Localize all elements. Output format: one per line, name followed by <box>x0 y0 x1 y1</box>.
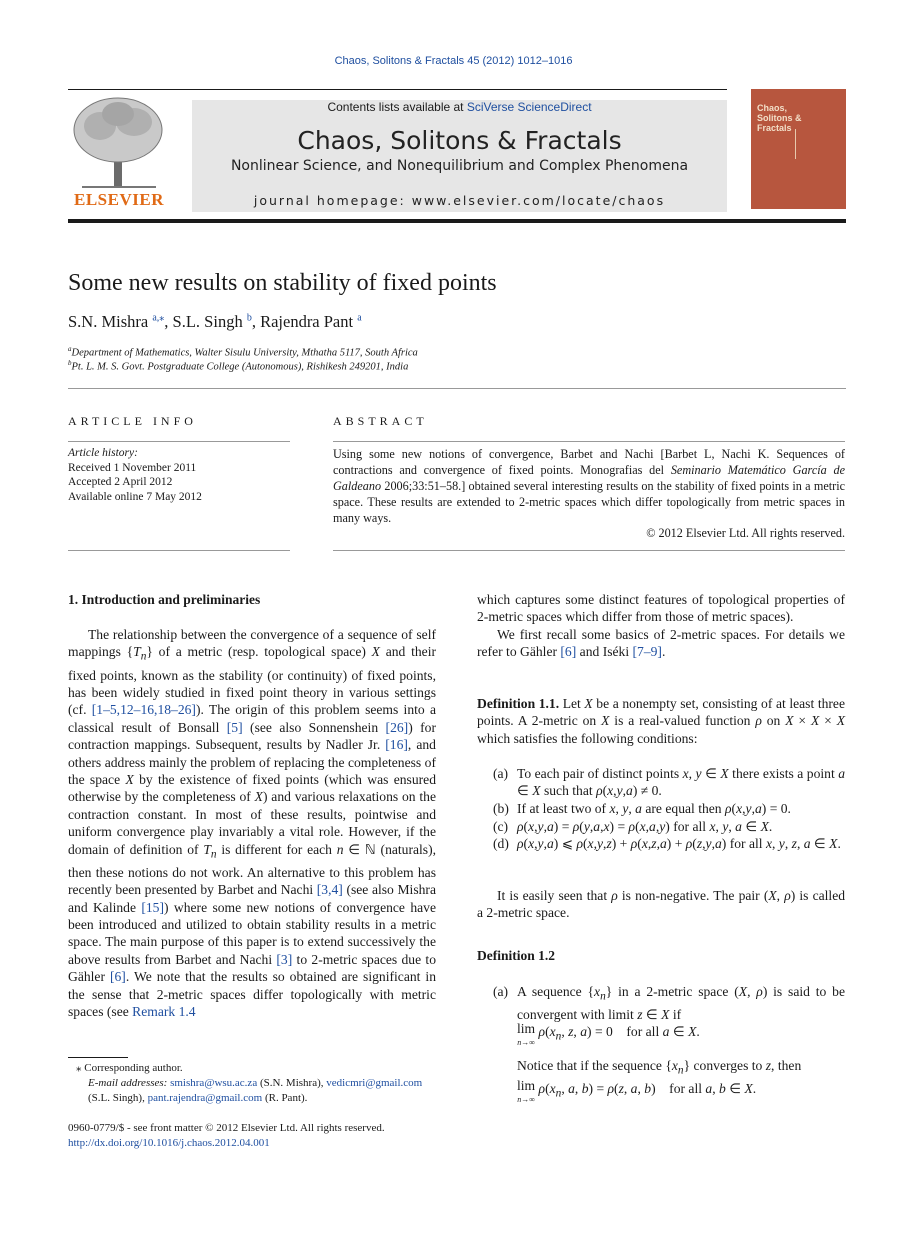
journal-cover-image <box>751 89 846 209</box>
journal-subtitle: Nonlinear Science, and Nonequilibrium and Complex Phenomena <box>230 158 689 174</box>
issn-line: 0960-0779/$ - see front matter © 2012 Elsevier Ltd. All rights reserved. <box>68 1122 385 1134</box>
cover-title: Chaos, Solitons & Fractals <box>757 103 802 133</box>
author-list: S.N. Mishra $^{a,⁎}$, S.L. Singh $^b$, Rajendra Pant $^a$ <box>68 312 362 331</box>
list-item: (c) ρ(x,y,a) = ρ(y,a,x) = ρ(x,a,y) for all x, y, a ∈ X. <box>493 819 773 834</box>
footnote-rule <box>68 1057 128 1058</box>
history-label: Article history: <box>68 447 138 459</box>
affiliation-mark: b <box>68 359 72 367</box>
article-history <box>68 446 202 504</box>
doi-link[interactable]: http://dx.doi.org/10.1016/j.chaos.2012.04.001 <box>68 1137 270 1149</box>
email-owner: (R. Pant). <box>262 1092 308 1104</box>
author-name: Rajendra Pant <box>260 312 354 331</box>
equation: lim n→∞ $\rho(x_n$, z, a) = 0 for all a ∈ X. <box>517 1021 700 1047</box>
list-item: (a) A sequence $\{x_n\}$ in a 2-metric space (X, ρ) is said to be convergent with limit z ∈ X if <box>493 984 845 1023</box>
copyright: © 2012 Elsevier Ltd. All rights reserved. <box>646 526 845 540</box>
list-item: (d) ρ(x,y,a) ⩽ ρ(x,y,z) + ρ(x,z,a) + ρ(z,y,a) for all x, y, z, a ∈ X. <box>493 836 841 851</box>
definition-1-2-heading: Definition 1.2 <box>477 948 556 963</box>
author-affil-mark[interactable]: a <box>357 312 362 324</box>
divider <box>333 550 845 551</box>
contents-line <box>192 100 727 114</box>
definition-1-2-body <box>493 983 845 1108</box>
email-link[interactable]: pant.rajendra@gmail.com <box>147 1092 263 1104</box>
email-link[interactable]: smishra@wsu.ac.za <box>170 1077 258 1089</box>
author-name: S.N. Mishra <box>68 312 149 331</box>
author-affil-mark[interactable]: b <box>246 312 252 324</box>
affiliation-b <box>68 359 408 373</box>
abstract-italic: Seminario Matemático García de Galdeano <box>333 463 846 493</box>
article-title: Some new results on stability of fixed points <box>68 270 497 296</box>
affiliation-a <box>68 345 418 359</box>
publisher-wordmark: ELSEVIER <box>74 190 164 209</box>
divider <box>68 388 846 389</box>
contents-prefix: Contents lists available at <box>327 100 467 114</box>
list-item: Notice that if the sequence $\{x_n\}$ converges to z, then <box>517 1058 802 1077</box>
section-heading: 1. Introduction and preliminaries <box>68 592 261 607</box>
header-bottom-rule <box>68 219 846 223</box>
tree-icon <box>68 92 170 192</box>
sciencedirect-link[interactable]: SciVerse ScienceDirect <box>466 100 592 114</box>
divider <box>68 441 290 442</box>
definition-label: Definition 1.1. <box>477 696 560 711</box>
corresponding-author-note: ⁎ Corresponding author. <box>76 1062 183 1074</box>
email-link[interactable]: vedicmri@gmail.com <box>326 1077 423 1089</box>
list-item: (b) If at least two of x, y, a are equal then ρ(x,y,a) = 0. <box>493 801 791 816</box>
journal-title: Chaos, Solitons & Fractals <box>297 126 622 155</box>
received-date: Received 1 November 2011 <box>68 461 197 474</box>
definition-conditions <box>493 765 845 875</box>
equation: lim n→∞ $\rho(x_n$, a, b) = ρ(z, a, b) for all a, b ∈ X. <box>517 1078 757 1104</box>
affiliation-text: Pt. L. M. S. Govt. Postgraduate College (Autonomous), Rishikesh 249201, India <box>71 361 409 373</box>
article-info-heading: ARTICLE INFO <box>68 414 197 428</box>
online-date: Available online 7 May 2012 <box>68 490 202 503</box>
right-column-text: which captures some distinct features of topological properties of 2-metric spaces which differ from those of metric spaces). We first recall some basics of 2-metric spaces. For details we refer to Gähler [6] and Iséki [7–9]. <box>477 592 845 660</box>
journal-homepage[interactable]: journal homepage: www.elsevier.com/locate/chaos <box>253 193 666 208</box>
author-name: S.L. Singh <box>172 312 243 331</box>
affiliation-text: Department of Mathematics, Walter Sisulu University, Mthatha 5117, South Africa <box>71 347 418 359</box>
email-owner: (S.L. Singh), <box>88 1092 148 1104</box>
divider <box>333 441 845 442</box>
accepted-date: Accepted 2 April 2012 <box>68 476 173 488</box>
header-top-rule <box>68 89 727 90</box>
author-affil-mark[interactable]: a,⁎ <box>152 312 165 324</box>
definition-note: It is easily seen that ρ is non-negative. The pair (X, ρ) is called a 2-metric space. <box>477 888 846 921</box>
affiliation-mark: a <box>68 345 72 353</box>
footnotes <box>68 1061 436 1106</box>
divider <box>68 550 290 551</box>
intro-paragraph: The relationship between the convergence of a sequence of self mappings $\{T_n\}$ of a metric (resp. topological space) X and their fixed points, known as the stability (or continuity) of fixed points, has been widely studied in fixed point theory in various settings (cf. [1–5,12–16,18–26]). The origin of this problem seems into a classical result of Bonsall [5] (see also Sonnenshein [26]) for contraction mappings. Subsequent, results by Nadler Jr. [16], and others address mainly the problem of replacing the completeness of the space X by the existence of fixed points (which was ensured otherwise by the completeness of X) and various relaxations on the contraction constant. In most of these results, pointwise and uniform convergence play invariably a vital role. However, if the domain of definition of $T_n$ is different for each n ∈ ℕ (naturals), then these notions do not work. An alternative to this problem has recently been presented by Barbet and Nachi [3,4] (see also Mishra and Kalinde [15]) where some new notions of convergence have been introduced and utilized to obtain stability results in a metric space. The main purpose of this paper is to extend successively the above results from Barbet and Nachi [3] to 2-metric spaces due to Gähler [6]. We note that the results so obtained are significant in the sense that 2-metric spaces differ topologically with metric spaces (see Remark 1.4 <box>68 627 437 1019</box>
publication-info <box>68 1121 448 1151</box>
abstract-text: Using some new notions of convergence, Barbet and Nachi [Barbet L, Nachi K. Sequences of contractions and convergence of fixed points. Monografias del <box>333 447 845 477</box>
definition-1-1: Definition 1.1. Let X be a nonempty set, consisting of at least three points. A 2-metric on X is a real-valued function ρ on X × X × X which satisfies the following conditions: <box>477 696 846 746</box>
abstract-body <box>333 446 845 526</box>
journal-citation[interactable]: Chaos, Solitons & Fractals 45 (2012) 1012–1016 <box>334 55 573 67</box>
abstract-heading: ABSTRACT <box>333 414 428 428</box>
abstract-text: 2006;33:51–58.] obtained several interesting results on the stability of fixed points in a metric space. These results are extended to 2-metric spaces which differ topologically from metric spaces in many ways. <box>333 479 845 525</box>
email-label: E-mail addresses: <box>88 1077 168 1089</box>
email-owner: (S.N. Mishra), <box>257 1077 327 1089</box>
list-item: (a) To each pair of distinct points x, y ∈ X there exists a point a ∈ X such that ρ(x,y,a) ≠ 0. <box>493 766 845 799</box>
